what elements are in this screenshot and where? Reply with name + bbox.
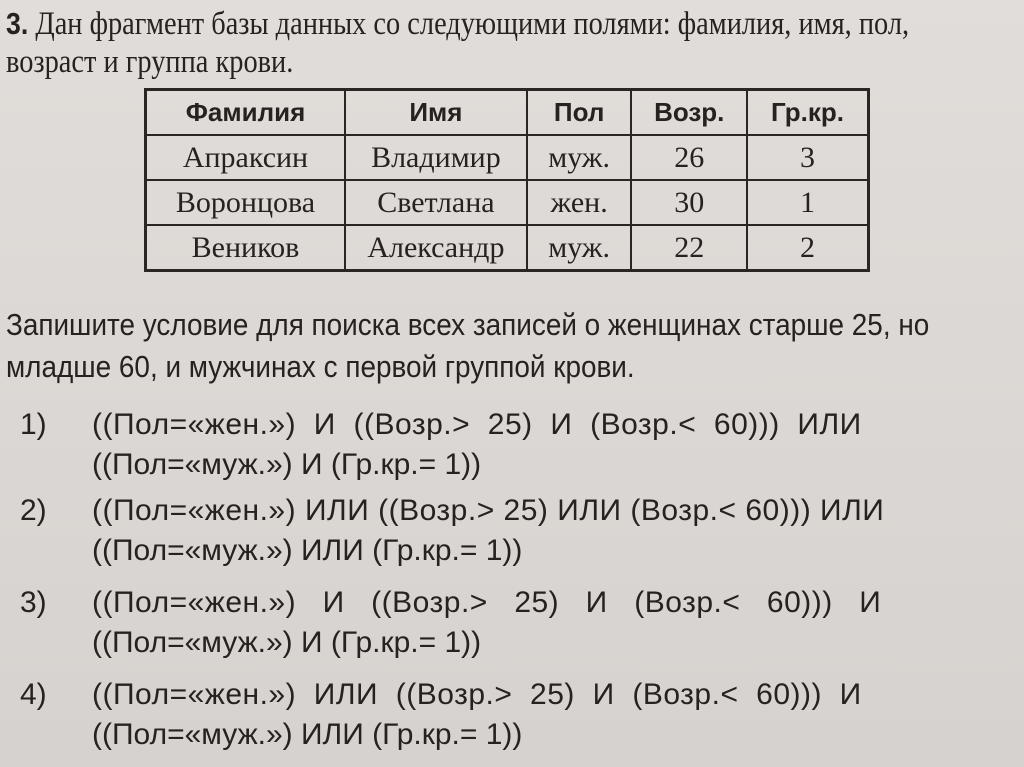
answer-option-2-continuation: ((Пол=«муж.») ИЛИ (Гр.кр.= 1)): [92, 534, 523, 567]
option-number: 1): [20, 408, 47, 441]
table-cell: 30: [631, 180, 747, 225]
table-header-row: [146, 90, 869, 136]
table-cell: Апраксин: [146, 135, 345, 180]
option-text: ((Пол=«жен.») И ((Возр.> 25) И (Возр.< 60))) ИЛИ: [92, 408, 862, 441]
table-row: [146, 135, 869, 180]
answer-option-1[interactable]: [20, 406, 950, 444]
table-cell: 22: [631, 225, 747, 271]
option-number: 4): [20, 678, 47, 711]
table-cell: Светлана: [345, 180, 527, 225]
answer-option-2[interactable]: [20, 492, 950, 530]
table-cell: 1: [747, 180, 868, 225]
question-line-1: Запишите условие для поиска всех записей о женщинах старше 25, но: [6, 307, 930, 342]
table-cell: Веников: [146, 225, 345, 271]
option-text: ((Пол=«жен.») И ((Возр.> 25) И (Возр.< 60))) И: [92, 586, 882, 619]
table-cell: Александр: [345, 225, 527, 271]
answer-option-3-continuation: ((Пол=«муж.») И (Гр.кр.= 1)): [92, 626, 482, 659]
answer-option-3[interactable]: [20, 584, 950, 622]
answer-option-1-continuation: ((Пол=«муж.») И (Гр.кр.= 1)): [92, 448, 482, 481]
answer-option-4-continuation: ((Пол=«муж.») ИЛИ (Гр.кр.= 1)): [92, 718, 523, 751]
column-header-surname: Фамилия: [146, 90, 345, 136]
table-cell: 2: [747, 225, 868, 271]
table-row: [146, 225, 869, 271]
column-header-name: Имя: [345, 90, 527, 136]
task-text-line-1: [6, 4, 910, 44]
table-cell: муж.: [527, 225, 632, 271]
task-number: 3.: [6, 6, 29, 41]
table-row: [146, 180, 869, 225]
column-header-blood-group: Гр.кр.: [747, 90, 868, 136]
table-cell: Воронцова: [146, 180, 345, 225]
table-cell: Владимир: [345, 135, 527, 180]
column-header-age: Возр.: [631, 90, 747, 136]
task-text: Дан фрагмент базы данных со следующими полями: фамилия, имя, пол,: [35, 6, 910, 42]
option-number: 3): [20, 586, 47, 619]
question-line-2: младше 60, и мужчинах с первой группой крови.: [6, 349, 635, 384]
table-cell: 3: [747, 135, 868, 180]
answer-option-4[interactable]: [20, 676, 950, 714]
task-text-line-2: возраст и группа крови.: [6, 44, 294, 80]
table-cell: жен.: [527, 180, 632, 225]
column-header-gender: Пол: [527, 90, 632, 136]
table-cell: 26: [631, 135, 747, 180]
option-number: 2): [20, 494, 47, 527]
option-text: ((Пол=«жен.») ИЛИ ((Возр.> 25) И (Возр.< 60))) И: [92, 678, 862, 711]
option-text: ((Пол=«жен.») ИЛИ ((Возр.> 25) ИЛИ (Возр.< 60))) ИЛИ: [92, 494, 885, 527]
database-table: [144, 88, 870, 272]
table-cell: муж.: [527, 135, 632, 180]
